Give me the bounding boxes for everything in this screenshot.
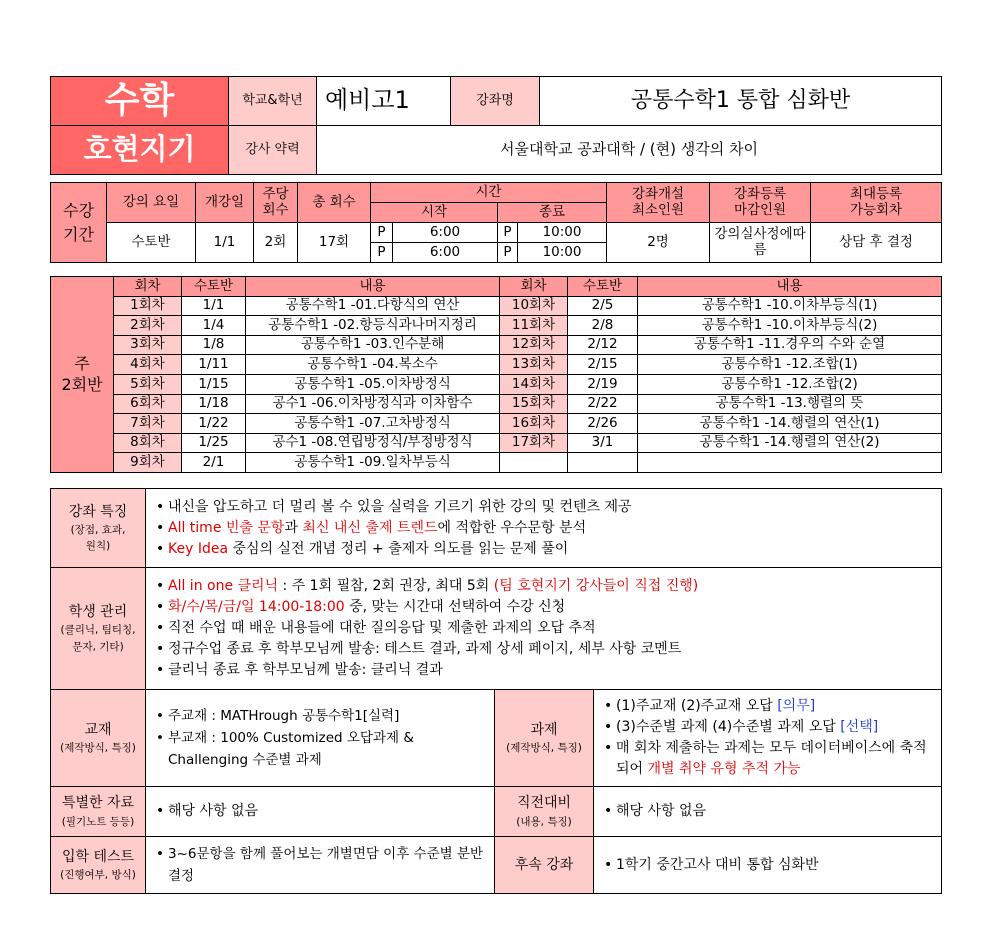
feature-item: • 내신을 압도하고 더 멀리 볼 수 있을 실력을 기르기 위한 강의 및 컨텐츠 제공	[154, 497, 933, 518]
col-content: 내용	[638, 277, 942, 297]
schedule-table	[50, 276, 942, 473]
textbook-label	[51, 690, 146, 787]
col-min-l1: 강좌개설	[631, 185, 685, 202]
table-row	[51, 453, 942, 473]
session-number: 1회차	[114, 296, 182, 316]
feature-highlight: Key Idea	[168, 540, 229, 557]
session-content: 공통수학1 -02.항등식과나머지정리	[246, 316, 500, 336]
homework-tag: [의무]	[777, 698, 816, 714]
session-content: 공수1 -06.이차방정식과 이차함수	[246, 394, 500, 414]
col-weekly-l2: 회수	[262, 201, 289, 218]
homework-text: (1)주교재 (2)주교재 오답	[616, 698, 778, 714]
session-date: 1/1	[182, 296, 246, 316]
col-day: 강의 요일	[107, 183, 196, 223]
col-reg-l1: 강좌등록	[733, 185, 787, 202]
follow-label: 후속 강좌	[495, 837, 594, 894]
management-highlight: 화/수/목/금/일 14:00-18:00	[168, 599, 345, 615]
col-total: 총 회수	[298, 183, 371, 223]
management-text: : 주 1회 필참, 2회 권장, 최대 5회	[278, 578, 494, 594]
session-number: 6회차	[114, 394, 182, 414]
col-weekly-l1: 주당	[262, 185, 289, 202]
col-max-l1: 최대등록	[849, 185, 903, 202]
session-number: 10회차	[500, 296, 568, 316]
session-number: 16회차	[500, 414, 568, 434]
session-number: 3회차	[114, 335, 182, 355]
before-exam-label	[495, 787, 594, 837]
val-weekly: 2회	[254, 223, 298, 263]
session-content: 공통수학1 -14.행렬의 연산(1)	[638, 414, 942, 434]
session-number: 12회차	[500, 335, 568, 355]
session-date: 2/8	[568, 316, 638, 336]
period-table	[50, 182, 942, 263]
val-start: 6:00	[393, 223, 498, 243]
homework-item	[602, 738, 933, 780]
session-content: 공통수학1 -04.복소수	[246, 355, 500, 375]
career-value: 서울대학교 공과대학 / (현) 생각의 차이	[317, 126, 942, 175]
col-reg-l2: 마감인원	[733, 201, 787, 218]
subject-title: 수학	[51, 77, 229, 126]
management-sub2: 문자, 기타)	[72, 640, 124, 653]
homework-label	[495, 690, 594, 787]
before-exam-content	[594, 787, 942, 837]
schedule-side-label	[51, 277, 114, 473]
session-date: 2/22	[568, 394, 638, 414]
teacher-name: 호현지기	[51, 126, 229, 175]
homework-text: (3)수준별 과제 (4)수준별 과제 오답	[616, 719, 841, 735]
col-time-start: 시작	[371, 203, 498, 223]
homework-sub: (제작방식, 특징)	[506, 742, 582, 755]
feature-text: 과	[284, 519, 303, 536]
session-date: 3/1	[568, 433, 638, 453]
textbook-title: 교재	[84, 721, 112, 738]
before-exam-sub: (내용, 특징)	[516, 815, 572, 828]
session-number: 11회차	[500, 316, 568, 336]
session-date: 2/26	[568, 414, 638, 434]
session-content: 공통수학1 -12.조합(2)	[638, 374, 942, 394]
management-label	[51, 568, 146, 690]
entrance-label	[51, 837, 146, 894]
table-row	[51, 394, 942, 414]
session-date: 2/5	[568, 296, 638, 316]
side-line2: 2회반	[61, 375, 103, 395]
session-number: 5회차	[114, 374, 182, 394]
val-ap1: P	[371, 243, 393, 263]
feature-item	[154, 518, 933, 539]
session-date: 2/12	[568, 335, 638, 355]
session-date: 1/18	[182, 394, 246, 414]
entrance-item: • 3~6문항을 함께 풀어보는 개별면담 이후 수준별 분반 결정	[154, 843, 486, 887]
details-table	[50, 488, 942, 894]
session-number: 4회차	[114, 355, 182, 375]
col-time-end: 종료	[498, 203, 607, 223]
before-exam-item: • 해당 사항 없음	[602, 801, 933, 822]
textbook-item: • 부교재 : 100% Customized 오답과제 & Challenging 수준별 과제	[154, 727, 486, 771]
table-row	[51, 296, 942, 316]
management-sub	[51, 622, 145, 655]
management-highlight: All in one 클리닉	[168, 578, 279, 594]
col-weekly	[254, 183, 298, 223]
table-row	[51, 433, 942, 453]
table-row	[51, 414, 942, 434]
feature-highlight: 최신 내신 출제 트렌드	[302, 519, 438, 536]
session-number: 9회차	[114, 453, 182, 473]
val-ap2: P	[498, 223, 518, 243]
features-sub2: 원칙)	[85, 540, 111, 553]
feature-highlight: All time 빈출 문항	[168, 519, 285, 536]
management-text: 중, 맞는 시간대 선택하여 수강 신청	[344, 599, 566, 615]
session-date: 2/1	[182, 453, 246, 473]
session-date: 1/4	[182, 316, 246, 336]
session-number	[500, 453, 568, 473]
special-label	[51, 787, 146, 837]
session-number: 14회차	[500, 374, 568, 394]
col-reg	[710, 183, 811, 223]
entrance-content	[146, 837, 495, 894]
homework-content	[594, 690, 942, 787]
side-line1: 주	[74, 353, 90, 373]
homework-tag: [선택]	[840, 719, 879, 735]
session-content: 공통수학1 -05.이차방정식	[246, 374, 500, 394]
feature-text: 중심의 실전 개념 정리 + 출제자 의도를 읽는 문제 풀이	[228, 540, 569, 557]
special-content	[146, 787, 495, 837]
session-number: 7회차	[114, 414, 182, 434]
career-label: 강사 약력	[229, 126, 317, 175]
col-max-l2: 가능회차	[849, 201, 903, 218]
session-content: 공통수학1 -01.다항식의 연산	[246, 296, 500, 316]
follow-item: • 1학기 중간고사 대비 통합 심화반	[602, 855, 933, 876]
table-row	[51, 335, 942, 355]
session-date: 2/19	[568, 374, 638, 394]
session-content: 공통수학1 -10.이차부등식(2)	[638, 316, 942, 336]
val-reg: 강의실사정에따름	[710, 223, 811, 263]
school-grade-label: 학교&학년	[229, 77, 317, 126]
special-item: • 해당 사항 없음	[154, 801, 486, 822]
val-end: 10:00	[518, 223, 607, 243]
period-side-label	[51, 183, 107, 263]
val-min: 2명	[607, 223, 710, 263]
col-max	[811, 183, 942, 223]
col-start-date: 개강일	[196, 183, 254, 223]
course-header	[50, 76, 942, 175]
entrance-sub: (진행여부, 방식)	[60, 869, 136, 882]
session-number: 2회차	[114, 316, 182, 336]
features-content	[146, 489, 942, 568]
management-sub1: (클리닉, 팀티칭,	[60, 624, 136, 637]
col-min-l2: 최소인원	[631, 201, 685, 218]
session-content: 공통수학1 -07.고차방정식	[246, 414, 500, 434]
session-content: 공통수학1 -11.경우의 수와 순열	[638, 335, 942, 355]
col-session: 회차	[500, 277, 568, 297]
session-content: 공통수학1 -10.이차부등식(1)	[638, 296, 942, 316]
feature-text: 에 적합한 우수문항 분석	[437, 519, 587, 536]
session-content	[638, 453, 942, 473]
val-ap2: P	[498, 243, 518, 263]
session-date	[568, 453, 638, 473]
table-row	[51, 316, 942, 336]
val-ap1: P	[371, 223, 393, 243]
session-content: 공통수학1 -12.조합(1)	[638, 355, 942, 375]
col-min	[607, 183, 710, 223]
special-title: 특별한 자료	[61, 795, 135, 812]
session-number: 15회차	[500, 394, 568, 414]
session-date: 1/15	[182, 374, 246, 394]
management-item	[154, 597, 933, 618]
val-max: 상담 후 결정	[811, 223, 942, 263]
session-date: 1/11	[182, 355, 246, 375]
session-content: 공통수학1 -14.행렬의 연산(2)	[638, 433, 942, 453]
col-class: 수토반	[182, 277, 246, 297]
special-sub: (필기노트 등등)	[61, 815, 135, 828]
course-name-label: 강좌명	[451, 77, 540, 126]
session-content: 공통수학1 -03.인수분해	[246, 335, 500, 355]
textbook-sub: (제작방식, 특징)	[60, 742, 136, 755]
homework-item	[602, 717, 933, 738]
val-start: 6:00	[393, 243, 498, 263]
textbook-content	[146, 690, 495, 787]
management-highlight: (팀 호현지기 강사들이 직접 진행)	[493, 578, 699, 594]
homework-item	[602, 696, 933, 717]
homework-title: 과제	[530, 721, 558, 738]
table-row	[51, 355, 942, 375]
val-total: 17회	[298, 223, 371, 263]
features-sub1: (장점, 효과,	[70, 523, 126, 536]
management-item	[154, 576, 933, 597]
session-content: 공통수학1 -13.행렬의 뜻	[638, 394, 942, 414]
features-title: 강좌 특징	[68, 503, 128, 520]
textbook-item: • 주교재 : MATHrough 공통수학1[실력]	[154, 705, 486, 727]
management-item: • 정규수업 종료 후 학부모님께 발송: 테스트 결과, 과제 상세 페이지, 세부 사항 코멘트	[154, 639, 933, 660]
management-content	[146, 568, 942, 690]
session-content: 공통수학1 -09.일차부등식	[246, 453, 500, 473]
management-title: 학생 관리	[68, 604, 128, 621]
feature-item	[154, 539, 933, 560]
col-session: 회차	[114, 277, 182, 297]
session-date: 1/8	[182, 335, 246, 355]
session-number: 13회차	[500, 355, 568, 375]
session-number: 8회차	[114, 433, 182, 453]
management-item: • 직전 수업 때 배운 내용들에 대한 질의응답 및 제출한 과제의 오답 추적	[154, 618, 933, 639]
table-row	[51, 374, 942, 394]
grade-value: 예비고1	[317, 77, 451, 126]
col-time: 시간	[371, 183, 607, 203]
period-side-text: 수강 기간	[63, 200, 94, 244]
session-date: 1/22	[182, 414, 246, 434]
val-day: 수토반	[107, 223, 196, 263]
col-content: 내용	[246, 277, 500, 297]
homework-highlight: 개별 취약 유형 추적 가능	[647, 761, 801, 777]
val-start-date: 1/1	[196, 223, 254, 263]
course-name: 공통수학1 통합 심화반	[540, 77, 942, 126]
session-content: 공수1 -08.연립방정식/부정방정식	[246, 433, 500, 453]
col-class: 수토반	[568, 277, 638, 297]
session-number: 17회차	[500, 433, 568, 453]
session-date: 1/25	[182, 433, 246, 453]
follow-content	[594, 837, 942, 894]
entrance-title: 입학 테스트	[61, 848, 135, 865]
before-exam-title: 직전대비	[516, 795, 572, 812]
features-sub	[51, 522, 145, 555]
features-label	[51, 489, 146, 568]
homework-text: 매 회차 제출하는 과제는 모두 데이터베이스에 축적되어	[616, 740, 927, 777]
val-end: 10:00	[518, 243, 607, 263]
management-item: • 클리닉 종료 후 학부모님께 발송: 클리닉 결과	[154, 660, 933, 681]
session-date: 2/15	[568, 355, 638, 375]
